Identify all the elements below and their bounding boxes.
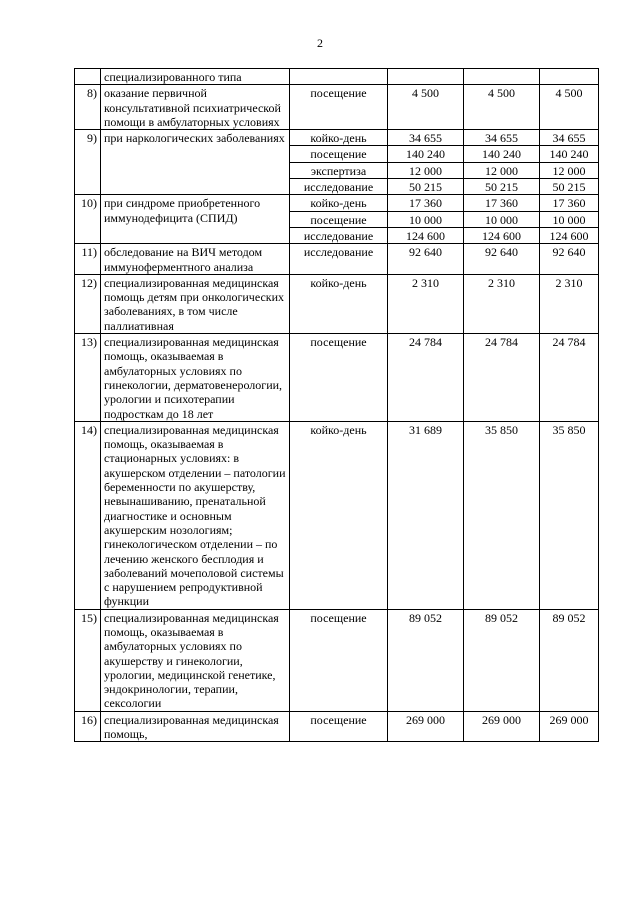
service-name: специализированного типа [101,69,290,85]
value-cell-3: 92 640 [540,244,599,275]
service-name: специализированная медицинская помощь, оказываемая в стационарных условиях: в акушерском отделении – патологии беременности по акушерству, невынашиванию, пренатальной диагностике и основным акушерским нозологиям; гинекологическом отделении – по лечению женского бесплодия и заболеваний мочеполовой системы с нарушением репродуктивной функции [101,421,290,609]
unit-cell: экспертиза [290,162,388,178]
services-table [74,68,599,742]
table-row [75,711,599,742]
value-cell-1: 4 500 [388,85,464,130]
row-number: 11) [75,244,101,275]
value-cell-3: 17 360 [540,195,599,211]
row-number: 16) [75,711,101,742]
unit-cell: посещение [290,146,388,162]
value-cell-1 [388,69,464,85]
table-row [75,85,599,130]
page-number: 2 [317,36,323,50]
value-cell-2 [464,69,540,85]
service-name: специализированная медицинская помощь, оказываемая в амбулаторных условиях по гинекологии, дерматовенерологии, урологии и психотерапии подросткам до 18 лет [101,334,290,422]
value-cell-2: 24 784 [464,334,540,422]
table-row [75,130,599,146]
value-cell-3: 35 850 [540,421,599,609]
unit-cell: посещение [290,85,388,130]
value-cell-1: 269 000 [388,711,464,742]
value-cell-2: 12 000 [464,162,540,178]
value-cell-3: 89 052 [540,609,599,711]
unit-cell: койко-день [290,130,388,146]
service-name: обследование на ВИЧ методом иммуноферментного анализа [101,244,290,275]
table-row [75,274,599,333]
value-cell-1: 24 784 [388,334,464,422]
value-cell-2: 50 215 [464,179,540,195]
value-cell-2: 35 850 [464,421,540,609]
value-cell-3: 12 000 [540,162,599,178]
value-cell-3: 4 500 [540,85,599,130]
service-name: при синдроме приобретенного иммунодефицита (СПИД) [101,195,290,244]
table-row [75,421,599,609]
value-cell-1: 12 000 [388,162,464,178]
row-number: 12) [75,274,101,333]
value-cell-3: 269 000 [540,711,599,742]
row-number: 13) [75,334,101,422]
service-name: специализированная медицинская помощь, [101,711,290,742]
value-cell-2: 124 600 [464,227,540,243]
table-row [75,69,599,85]
value-cell-1: 92 640 [388,244,464,275]
value-cell-3: 140 240 [540,146,599,162]
row-number: 9) [75,130,101,195]
unit-cell: исследование [290,227,388,243]
value-cell-3: 10 000 [540,211,599,227]
value-cell-3: 34 655 [540,130,599,146]
service-name: при наркологических заболеваниях [101,130,290,195]
row-number: 14) [75,421,101,609]
value-cell-2: 89 052 [464,609,540,711]
value-cell-1: 31 689 [388,421,464,609]
value-cell-2: 140 240 [464,146,540,162]
value-cell-2: 269 000 [464,711,540,742]
row-number [75,69,101,85]
table-row [75,244,599,275]
unit-cell: исследование [290,244,388,275]
value-cell-3: 24 784 [540,334,599,422]
value-cell-2: 17 360 [464,195,540,211]
unit-cell [290,69,388,85]
row-number: 10) [75,195,101,244]
value-cell-1: 17 360 [388,195,464,211]
value-cell-1: 34 655 [388,130,464,146]
value-cell-2: 10 000 [464,211,540,227]
unit-cell: посещение [290,334,388,422]
table-row [75,609,599,711]
value-cell-1: 10 000 [388,211,464,227]
value-cell-1: 124 600 [388,227,464,243]
unit-cell: посещение [290,711,388,742]
unit-cell: посещение [290,609,388,711]
value-cell-3: 50 215 [540,179,599,195]
row-number: 8) [75,85,101,130]
value-cell-1: 50 215 [388,179,464,195]
unit-cell: исследование [290,179,388,195]
unit-cell: койко-день [290,195,388,211]
service-name: оказание первичной консультативной психиатрической помощи в амбулаторных условиях [101,85,290,130]
unit-cell: посещение [290,211,388,227]
row-number: 15) [75,609,101,711]
table-row [75,334,599,422]
service-name: специализированная медицинская помощь детям при онкологических заболеваниях, в том числе паллиативная [101,274,290,333]
unit-cell: койко-день [290,421,388,609]
value-cell-1: 140 240 [388,146,464,162]
value-cell-2: 34 655 [464,130,540,146]
unit-cell: койко-день [290,274,388,333]
value-cell-3: 2 310 [540,274,599,333]
value-cell-2: 92 640 [464,244,540,275]
value-cell-3: 124 600 [540,227,599,243]
value-cell-2: 4 500 [464,85,540,130]
value-cell-2: 2 310 [464,274,540,333]
table-row [75,195,599,211]
value-cell-1: 2 310 [388,274,464,333]
value-cell-1: 89 052 [388,609,464,711]
value-cell-3 [540,69,599,85]
service-name: специализированная медицинская помощь, оказываемая в амбулаторных условиях по акушерству и гинекологии, урологии, медицинской генетике, эндокринологии, терапии, сексологии [101,609,290,711]
